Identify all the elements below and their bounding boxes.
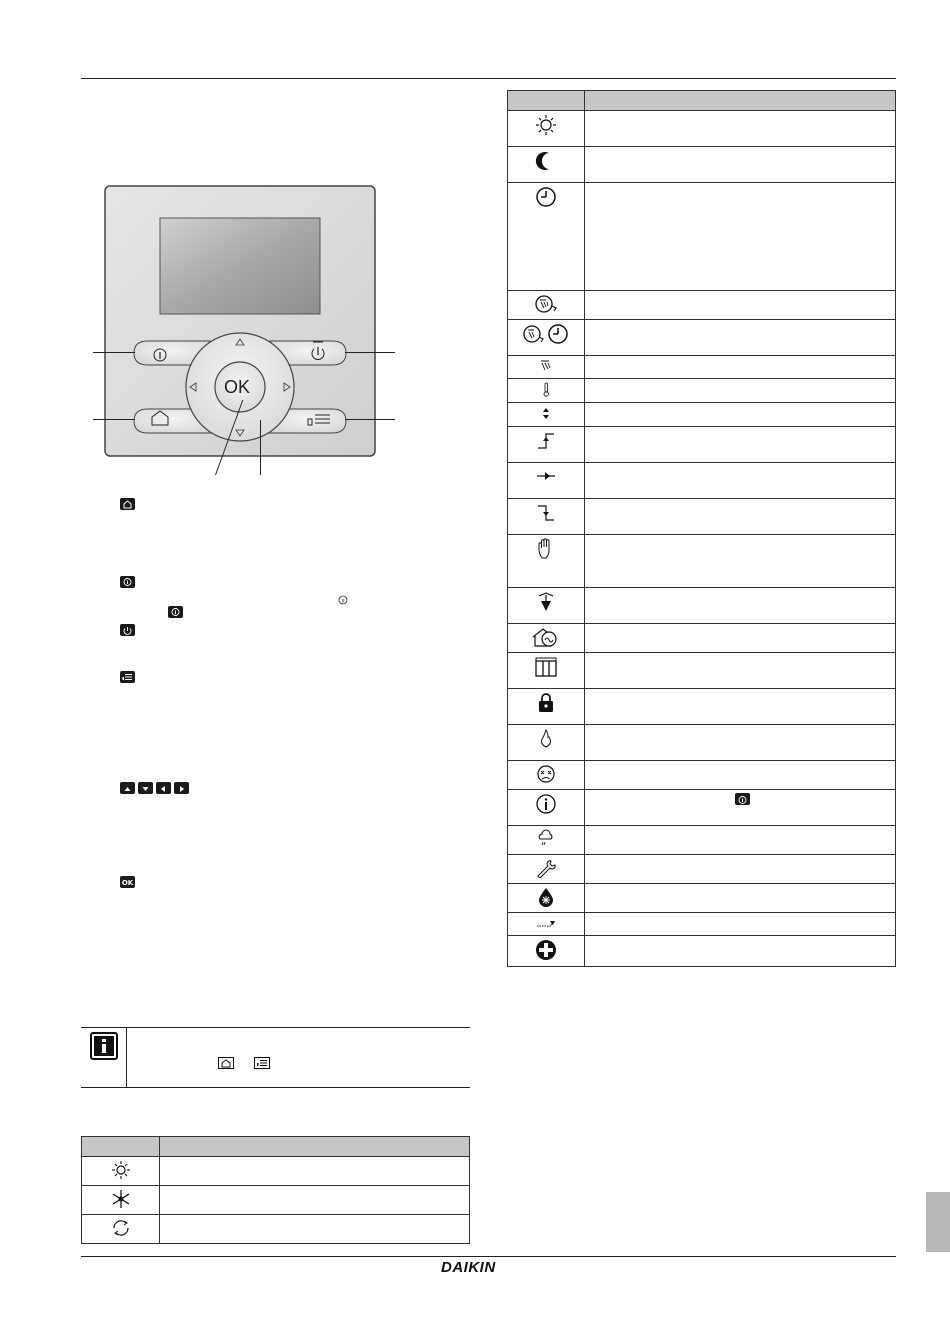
table-row	[508, 826, 896, 855]
table-row	[508, 725, 896, 761]
step-down-icon	[508, 499, 585, 535]
callout-line-power	[345, 352, 395, 353]
arrow-keys-group	[120, 782, 189, 794]
note-menu-icon	[254, 1056, 270, 1074]
defrost-icon	[508, 884, 585, 913]
shower-timer-icon	[508, 291, 585, 320]
table-row	[508, 653, 896, 689]
thermometer-icon	[508, 379, 585, 403]
table-row	[82, 1186, 470, 1215]
table-row	[508, 624, 896, 653]
shower-clock-icon	[508, 320, 585, 356]
note-bottom-rule	[81, 1087, 470, 1088]
info-key-table-icon	[735, 793, 750, 805]
up-down-arrows-icon	[508, 403, 585, 427]
ok-key-icon	[120, 876, 135, 888]
heating-sun-icon	[82, 1157, 160, 1186]
header-rule	[81, 78, 896, 79]
callout-line-info	[93, 352, 135, 353]
operation-mode-table	[81, 1136, 470, 1244]
power-key-icon	[120, 624, 135, 636]
wrench-icon	[508, 855, 585, 884]
table-row	[508, 379, 896, 403]
info-key-inline-icon	[168, 606, 183, 618]
table-row	[508, 790, 896, 826]
flame-icon	[508, 725, 585, 761]
ok-button-label[interactable]: OK	[224, 377, 251, 397]
table-row	[508, 427, 896, 463]
pump-icon	[508, 588, 585, 624]
status-icon-table	[507, 90, 896, 967]
table-row	[508, 463, 896, 499]
svg-text:OK: OK	[121, 879, 134, 887]
menu-key-icon	[120, 671, 135, 683]
lock-icon	[508, 689, 585, 725]
step-up-icon	[508, 427, 585, 463]
brand-logo: DAIKIN	[441, 1259, 496, 1276]
cooling-snowflake-icon	[82, 1186, 160, 1215]
table-header-icon-col	[508, 91, 585, 111]
arrow-left-key-icon	[156, 782, 171, 794]
table-row	[508, 111, 896, 147]
info-circle-icon	[508, 790, 585, 826]
house-heat-icon	[508, 624, 585, 653]
table-row	[508, 356, 896, 379]
arrow-down-key-icon	[138, 782, 153, 794]
callout-line-menu	[345, 419, 395, 420]
auto-cycle-icon	[82, 1215, 160, 1244]
home-key-icon	[120, 498, 135, 510]
table-row	[508, 761, 896, 790]
callout-line-home	[93, 419, 135, 420]
arrow-right-icon	[508, 463, 585, 499]
table-row	[82, 1157, 470, 1186]
arrow-right-key-icon	[174, 782, 189, 794]
table-row	[508, 913, 896, 936]
info-key-icon	[120, 576, 135, 588]
table-row	[508, 499, 896, 535]
arrow-up-key-icon	[120, 782, 135, 794]
table-header-icon-col	[82, 1137, 160, 1157]
table-row	[508, 291, 896, 320]
note-home-icon	[218, 1056, 234, 1074]
table-row	[508, 320, 896, 356]
table-header-row	[82, 1137, 470, 1157]
plus-circle-icon	[508, 936, 585, 967]
hand-icon	[508, 535, 585, 588]
footer-rule	[81, 1256, 896, 1257]
note-top-rule	[81, 1027, 470, 1028]
table-row	[508, 855, 896, 884]
remote-controller	[104, 185, 376, 457]
note-divider	[126, 1027, 127, 1087]
table-row	[508, 183, 896, 291]
table-row	[508, 689, 896, 725]
pipe-arrow-icon	[508, 913, 585, 936]
table-row	[508, 884, 896, 913]
error-face-icon	[508, 761, 585, 790]
table-header-row	[508, 91, 896, 111]
table-row	[508, 403, 896, 427]
shower-small-icon	[508, 356, 585, 379]
cloud-icon	[508, 826, 585, 855]
table-row	[508, 936, 896, 967]
info-inline-icon	[338, 592, 348, 610]
table-row	[508, 588, 896, 624]
table-row	[508, 147, 896, 183]
moon-icon	[508, 147, 585, 183]
note-info-icon	[90, 1032, 118, 1060]
table-row	[508, 535, 896, 588]
side-tab	[926, 1192, 950, 1252]
callout-line-nav	[260, 420, 261, 475]
table-header-desc-col	[160, 1137, 470, 1157]
sun-icon	[508, 111, 585, 147]
radiator-icon	[508, 653, 585, 689]
table-row	[82, 1215, 470, 1244]
table-header-desc-col	[585, 91, 896, 111]
clock-icon	[508, 183, 585, 291]
